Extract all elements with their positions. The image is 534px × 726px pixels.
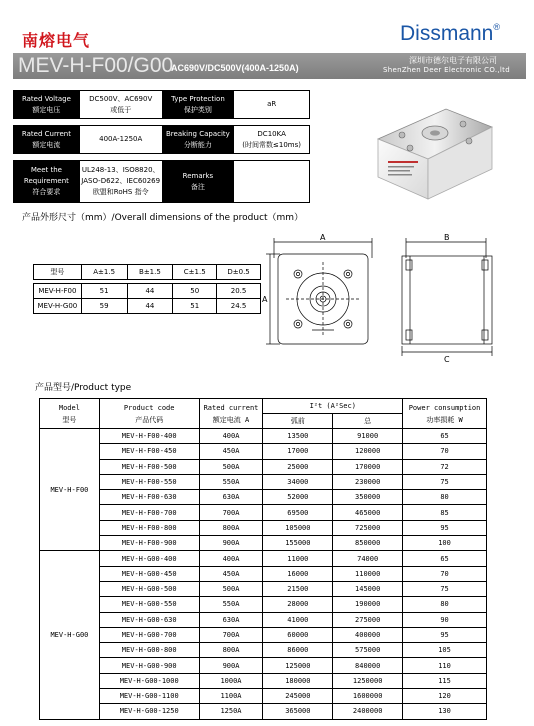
product-code-cell: MEV-H-F00-800 — [99, 520, 199, 535]
power-loss-cell: 72 — [403, 459, 487, 474]
product-code-cell: MEV-H-G00-1250 — [99, 704, 199, 719]
dim-header-d: D±0.5 — [217, 265, 261, 280]
table-row — [40, 474, 487, 489]
rated-current-cell: 550A — [199, 597, 263, 612]
pre-arcing-i2t-cell: 21500 — [263, 581, 333, 596]
rated-voltage-value: DC500V、AC690V 或低于 — [79, 91, 162, 119]
header-rated-current: Rated current 额定电流 A — [199, 399, 263, 429]
total-i2t-cell: 725000 — [333, 520, 403, 535]
rated-current-cell: 450A — [199, 566, 263, 581]
dim-header-a: A±1.5 — [81, 265, 127, 280]
power-loss-cell: 85 — [403, 505, 487, 520]
total-i2t-cell: 465000 — [333, 505, 403, 520]
product-code-cell: MEV-H-G00-400 — [99, 551, 199, 566]
dim-cell: 20.5 — [217, 284, 261, 299]
rated-current-cell: 1000A — [199, 673, 263, 688]
power-loss-cell: 65 — [403, 551, 487, 566]
product-code-cell: MEV-H-F00-500 — [99, 459, 199, 474]
table-row — [34, 284, 261, 299]
pre-arcing-i2t-cell: 25000 — [263, 459, 333, 474]
company-name-cn: 深圳市德尔电子有限公司 — [409, 56, 497, 65]
dim-cell: 44 — [127, 299, 173, 314]
power-loss-cell: 130 — [403, 704, 487, 719]
dim-label-b: B — [444, 233, 450, 242]
pre-arcing-i2t-cell: 13500 — [263, 429, 333, 444]
header-i2t: I²t (A²Sec) — [263, 399, 403, 414]
product-code-cell: MEV-H-F00-550 — [99, 474, 199, 489]
total-i2t-cell: 2400000 — [333, 704, 403, 719]
table-row — [40, 643, 487, 658]
product-code-cell: MEV-H-G00-500 — [99, 581, 199, 596]
breaking-capacity-label: Breaking Capacity 分断能力 — [162, 126, 234, 154]
table-row — [40, 673, 487, 688]
total-i2t-cell: 850000 — [333, 536, 403, 551]
header-total: 总 — [333, 414, 403, 429]
rated-current-value: 400A-1250A — [79, 126, 162, 154]
pre-arcing-i2t-cell: 180000 — [263, 673, 333, 688]
product-code-cell: MEV-H-G00-550 — [99, 597, 199, 612]
rated-current-cell: 550A — [199, 474, 263, 489]
table-row — [40, 551, 487, 566]
pre-arcing-i2t-cell: 245000 — [263, 689, 333, 704]
total-i2t-cell: 840000 — [333, 658, 403, 673]
dimension-drawing — [260, 232, 500, 362]
product-code-cell: MEV-H-G00-1100 — [99, 689, 199, 704]
rated-current-cell: 800A — [199, 520, 263, 535]
fuse-product-photo — [358, 97, 508, 205]
dim-cell: MEV-H-F00 — [34, 284, 82, 299]
rated-current-cell: 700A — [199, 505, 263, 520]
table-row — [40, 627, 487, 642]
dim-label-c: C — [444, 355, 450, 362]
product-type-title: 产品型号/Product type — [35, 383, 132, 393]
dim-label-a: A — [320, 233, 326, 242]
total-i2t-cell: 120000 — [333, 444, 403, 459]
pre-arcing-i2t-cell: 41000 — [263, 612, 333, 627]
total-i2t-cell: 230000 — [333, 474, 403, 489]
pre-arcing-i2t-cell: 365000 — [263, 704, 333, 719]
table-row — [40, 581, 487, 596]
table-row — [40, 597, 487, 612]
remarks-value — [234, 161, 310, 203]
rated-current-cell: 630A — [199, 612, 263, 627]
table-row — [40, 612, 487, 627]
product-code-cell: MEV-H-F00-700 — [99, 505, 199, 520]
brand-chinese-name: 南熔电气 — [22, 31, 91, 50]
registered-mark: ® — [493, 22, 501, 32]
rated-current-cell: 400A — [199, 551, 263, 566]
power-loss-cell: 75 — [403, 581, 487, 596]
pre-arcing-i2t-cell: 16000 — [263, 566, 333, 581]
spec-table — [13, 90, 310, 203]
pre-arcing-i2t-cell: 11000 — [263, 551, 333, 566]
pre-arcing-i2t-cell: 52000 — [263, 490, 333, 505]
power-loss-cell: 105 — [403, 643, 487, 658]
total-i2t-cell: 190000 — [333, 597, 403, 612]
pre-arcing-i2t-cell: 28000 — [263, 597, 333, 612]
table-row — [40, 444, 487, 459]
rated-current-cell: 630A — [199, 490, 263, 505]
total-i2t-cell: 1250000 — [333, 673, 403, 688]
rated-current-cell: 700A — [199, 627, 263, 642]
table-row — [40, 689, 487, 704]
product-code-cell: MEV-H-F00-400 — [99, 429, 199, 444]
type-protection-label: Type Protection 保护类别 — [162, 91, 234, 119]
total-i2t-cell: 1600000 — [333, 689, 403, 704]
total-i2t-cell: 170000 — [333, 459, 403, 474]
pre-arcing-i2t-cell: 34000 — [263, 474, 333, 489]
total-i2t-cell: 350000 — [333, 490, 403, 505]
pre-arcing-i2t-cell: 17000 — [263, 444, 333, 459]
power-loss-cell: 75 — [403, 474, 487, 489]
product-code-cell: MEV-H-F00-630 — [99, 490, 199, 505]
product-series-rating: AC690V/DC500V(400A-1250A) — [171, 63, 299, 73]
dim-label-a-vertical: A — [262, 295, 268, 304]
rated-current-cell: 450A — [199, 444, 263, 459]
header-pre-arcing: 弧前 — [263, 414, 333, 429]
dimensions-table — [33, 264, 261, 314]
power-loss-cell: 70 — [403, 444, 487, 459]
total-i2t-cell: 74000 — [333, 551, 403, 566]
table-row — [40, 490, 487, 505]
dim-cell: 44 — [127, 284, 173, 299]
power-loss-cell: 80 — [403, 490, 487, 505]
dimensions-title: 产品外形尺寸（mm）/Overall dimensions of the product（mm） — [22, 213, 304, 223]
rated-current-cell: 400A — [199, 429, 263, 444]
dim-header-b: B±1.5 — [127, 265, 173, 280]
rated-current-cell: 900A — [199, 658, 263, 673]
title-bar — [13, 53, 526, 79]
dim-header-model: 型号 — [34, 265, 82, 280]
pre-arcing-i2t-cell: 60000 — [263, 627, 333, 642]
company-name-en: ShenZhen Deer Electronic CO.,ltd — [383, 66, 510, 74]
total-i2t-cell: 275000 — [333, 612, 403, 627]
product-code-cell: MEV-H-F00-450 — [99, 444, 199, 459]
table-row — [40, 429, 487, 444]
rated-current-cell: 1250A — [199, 704, 263, 719]
table-row — [34, 299, 261, 314]
power-loss-cell: 110 — [403, 658, 487, 673]
dim-cell: 51 — [81, 284, 127, 299]
pre-arcing-i2t-cell: 105000 — [263, 520, 333, 535]
total-i2t-cell: 575000 — [333, 643, 403, 658]
table-row — [40, 658, 487, 673]
table-row — [40, 520, 487, 535]
rated-voltage-label: Rated Voltage 额定电压 — [14, 91, 80, 119]
dim-cell: MEV-H-G00 — [34, 299, 82, 314]
remarks-label: Remarks 备注 — [162, 161, 234, 203]
power-loss-cell: 80 — [403, 597, 487, 612]
type-protection-value: aR — [234, 91, 310, 119]
dim-cell: 50 — [173, 284, 217, 299]
power-loss-cell: 100 — [403, 536, 487, 551]
power-loss-cell: 70 — [403, 566, 487, 581]
dim-header-c: C±1.5 — [173, 265, 217, 280]
power-loss-cell: 120 — [403, 689, 487, 704]
header-model: Model 型号 — [40, 399, 100, 429]
rated-current-cell: 1100A — [199, 689, 263, 704]
table-row — [40, 536, 487, 551]
dim-cell: 51 — [173, 299, 217, 314]
product-code-cell: MEV-H-G00-900 — [99, 658, 199, 673]
dim-cell: 59 — [81, 299, 127, 314]
rated-current-cell: 900A — [199, 536, 263, 551]
product-code-cell: MEV-H-G00-700 — [99, 627, 199, 642]
requirement-label: Meet the Requirement 符合要求 — [14, 161, 80, 203]
power-loss-cell: 95 — [403, 520, 487, 535]
product-code-cell: MEV-H-G00-630 — [99, 612, 199, 627]
product-series-title: MEV-H-F00/G00 — [18, 54, 174, 77]
spec-spacer — [14, 154, 310, 161]
pre-arcing-i2t-cell: 86000 — [263, 643, 333, 658]
power-loss-cell: 65 — [403, 429, 487, 444]
pre-arcing-i2t-cell: 125000 — [263, 658, 333, 673]
model-group-cell: MEV-H-G00 — [40, 551, 100, 719]
product-code-cell: MEV-H-G00-450 — [99, 566, 199, 581]
rated-current-cell: 500A — [199, 581, 263, 596]
table-row — [40, 704, 487, 719]
power-loss-cell: 90 — [403, 612, 487, 627]
brand-english-name: Dissmann — [400, 22, 494, 45]
total-i2t-cell: 110000 — [333, 566, 403, 581]
total-i2t-cell: 145000 — [333, 581, 403, 596]
power-loss-cell: 115 — [403, 673, 487, 688]
model-group-cell: MEV-H-F00 — [40, 429, 100, 551]
spec-spacer — [14, 119, 310, 126]
breaking-capacity-value: DC10KA (时间常数≤10ms) — [234, 126, 310, 154]
pre-arcing-i2t-cell: 155000 — [263, 536, 333, 551]
power-loss-cell: 95 — [403, 627, 487, 642]
product-code-cell: MEV-H-G00-800 — [99, 643, 199, 658]
product-type-table — [39, 398, 487, 720]
header-product-code: Product code 产品代码 — [99, 399, 199, 429]
table-row — [40, 505, 487, 520]
total-i2t-cell: 400000 — [333, 627, 403, 642]
table-row — [40, 566, 487, 581]
product-code-cell: MEV-H-G00-1000 — [99, 673, 199, 688]
rated-current-cell: 500A — [199, 459, 263, 474]
rated-current-cell: 800A — [199, 643, 263, 658]
brand-logo — [400, 22, 500, 46]
rated-current-label: Rated Current 额定电流 — [14, 126, 80, 154]
product-code-cell: MEV-H-F00-900 — [99, 536, 199, 551]
table-row — [40, 459, 487, 474]
pre-arcing-i2t-cell: 69500 — [263, 505, 333, 520]
total-i2t-cell: 91000 — [333, 429, 403, 444]
dim-cell: 24.5 — [217, 299, 261, 314]
requirement-value: UL248-13、ISO8820、 JASO-D622、IEC60269 欧盟和RoHS 指令 — [79, 161, 162, 203]
header-power: Power consumption 功率损耗 W — [403, 399, 487, 429]
